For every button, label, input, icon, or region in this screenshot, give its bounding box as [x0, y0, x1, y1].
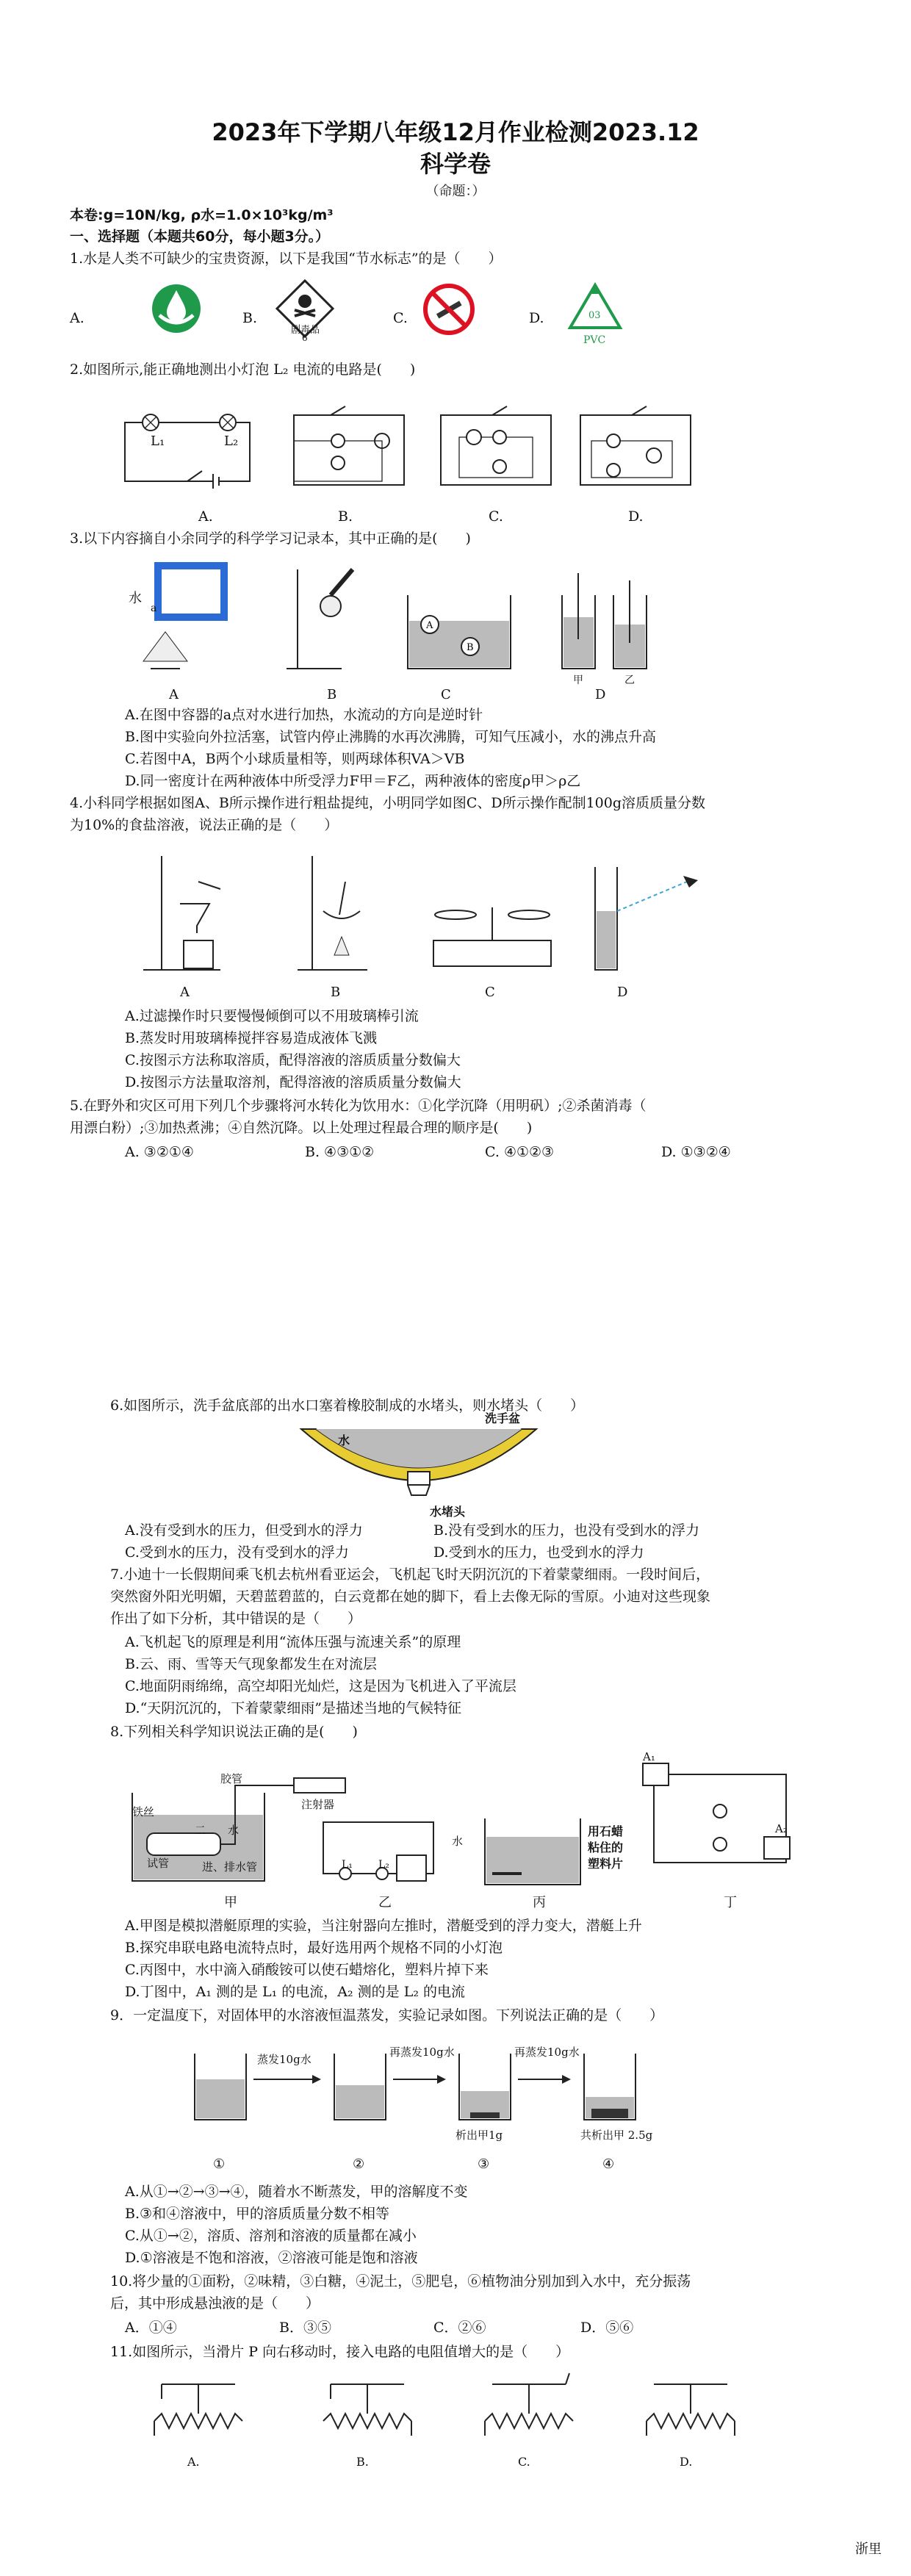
q8-wax-label-2: 粘住的	[588, 1841, 624, 1854]
q7-line1: 7.小迪十一长假期间乘飞机去杭州看亚运会，飞机起飞时天阴沉沉的下着蒙蒙细雨。一段时间后，	[110, 1566, 710, 1583]
q4-fig-b: B	[331, 985, 341, 1000]
q8-wax-label-3: 塑料片	[588, 1857, 624, 1871]
two-balls-beaker-diagram	[400, 588, 518, 676]
q11-option-b: B.	[356, 2455, 369, 2469]
q4-stem-line2: 为10%的食盐溶液，说法正确的是（ ）	[70, 817, 339, 833]
q7-choice-d: D.“天阴沉沉的，下着蒙蒙细雨”是描述当地的气候特征	[125, 1700, 462, 1716]
q8-beaker-water: 水	[452, 1835, 464, 1848]
q2-option-a: A.	[198, 508, 213, 525]
syringe-boiling-diagram	[283, 566, 371, 676]
q5-option-b: B. ④③①②	[305, 1144, 375, 1160]
hydrometer-diagram	[555, 566, 658, 683]
q9-note-2: 共析出甲 2.5g	[580, 2129, 653, 2142]
q4-choice-b: B.蒸发时用玻璃棒搅拌容易造成液体飞溅	[125, 1030, 378, 1046]
rheostat-b-diagram	[316, 2370, 419, 2443]
section-heading: 一、选择题（本题共60分，每小题3分。）	[70, 229, 330, 245]
q9-choice-d: D.①溶液是不饱和溶液，②溶液可能是饱和溶液	[125, 2250, 418, 2266]
q10-option-b: B．③⑤	[279, 2320, 331, 2336]
q8-a1-label: A₁	[643, 1750, 655, 1763]
q10-option-c: C．②⑥	[433, 2320, 486, 2336]
q6-plug-label: 水堵头	[430, 1505, 466, 1519]
q3-choice-c: C.若图中A，B两个小球质量相等，则两球体积VA＞VB	[125, 751, 465, 767]
q9-num-4: ④	[602, 2156, 615, 2172]
circuit-c-diagram	[433, 400, 558, 492]
q3-fig-d: D	[595, 687, 606, 702]
q6-choice-c: C.受到水的压力，没有受到水的浮力	[125, 1544, 349, 1561]
q8-fig-ding: 丁	[724, 1895, 737, 1910]
graduated-cylinder-diagram	[588, 860, 705, 985]
q3-yi-label: 乙	[624, 674, 635, 686]
q11-option-d: D.	[680, 2455, 693, 2469]
q6-choice-b: B.没有受到水的压力，也没有受到水的浮力	[433, 1522, 700, 1539]
q1-stem: 1.水是人类不可缺少的宝贵资源，以下是我国“节水标志”的是（ ）	[70, 251, 503, 267]
rheostat-d-diagram	[639, 2370, 742, 2443]
rheostat-c-diagram	[478, 2370, 580, 2443]
q6-choice-a: A.没有受到水的压力，但受到水的浮力	[125, 1522, 363, 1539]
q5-option-c: C. ④①②③	[485, 1144, 555, 1160]
q9-arrow-2: 再蒸发10g水	[389, 2046, 455, 2059]
circuit-b-diagram	[287, 400, 411, 492]
q1-option-b: B.	[242, 310, 258, 326]
convection-apparatus-diagram	[136, 558, 231, 676]
q8-pipe-label: 进、排水管	[202, 1860, 258, 1874]
q7-choice-c: C.地面阴雨绵绵，高空却阳光灿烂，这是因为飞机进入了平流层	[125, 1678, 516, 1694]
q9-num-3: ③	[478, 2156, 490, 2172]
q8-testtube-label: 试管	[147, 1857, 170, 1870]
q2-option-d: D.	[628, 508, 644, 525]
exam-author: （命题：）	[425, 184, 486, 199]
q3-choice-d: D.同一密度计在两种液体中所受浮力F甲＝F乙，两种液体的密度ρ甲＞ρ乙	[125, 773, 581, 789]
q6-stem: 6.如图所示，洗手盆底部的出水口塞着橡胶制成的水堵头，则水堵头（ ）	[110, 1397, 585, 1414]
q3-fig-a: A	[169, 687, 179, 702]
q3-choice-a: A.在图中容器的a点对水进行加热，水流动的方向是逆时针	[125, 707, 483, 723]
q8-syringe-label: 注射器	[301, 1798, 335, 1811]
q2-stem: 2.如图所示,能正确地测出小灯泡 L₂ 电流的电路是( )	[70, 361, 416, 378]
q8-wax-label-1: 用石蜡	[588, 1824, 624, 1838]
q2-option-c: C.	[489, 508, 503, 525]
q8-choice-b: B.探究串联电路电流特点时，最好选用两个规格不同的小灯泡	[125, 1940, 503, 1956]
q3-stem: 3.以下内容摘自小余同学的科学学习记录本，其中正确的是( )	[70, 530, 471, 547]
svg-text:B: B	[467, 642, 474, 653]
toxic-label: 剧毒品	[291, 325, 320, 336]
q3-fig-b: B	[327, 687, 337, 702]
q10-stem-line2: 后，其中形成悬浊液的是（ ）	[110, 2295, 320, 2311]
q7-choice-a: A.飞机起飞的原理是利用“流体压强与流速关系”的原理	[125, 1634, 461, 1650]
q5-stem-line1: 5.在野外和灾区可用下列几个步骤将河水转化为饮用水：①化学沉降（用明矾）;②杀菌消毒（	[70, 1098, 647, 1114]
q9-choice-b: B.③和④溶液中，甲的溶质质量分数不相等	[125, 2206, 390, 2222]
q5-option-a: A. ③②①④	[125, 1144, 194, 1160]
q11-option-c: C.	[518, 2455, 530, 2469]
q8-wire-label: 铁丝	[132, 1805, 155, 1818]
q1-option-a: A.	[70, 310, 84, 326]
q9-num-1: ①	[213, 2156, 226, 2172]
q4-fig-c: C	[485, 985, 495, 1000]
q7-line2: 突然窗外阳光明媚，天碧蓝碧蓝的，白云竟都在她的脚下，看上去像无际的雪原。小迪对这些现象	[110, 1589, 711, 1605]
wash-basin-diagram	[298, 1422, 540, 1517]
q4-stem-line1: 4.小科同学根据如图A、B所示操作进行粗盐提纯，小明同学如图C、D所示操作配制100g溶质质量分数	[70, 795, 706, 811]
q8-fig-jia: 甲	[224, 1895, 237, 1910]
filtration-diagram	[140, 852, 235, 977]
q3-fig-c: C	[441, 687, 451, 702]
evaporation-sequence-diagram	[187, 2050, 643, 2131]
q4-choice-c: C.按图示方法称取溶质，配得溶液的溶质质量分数偏大	[125, 1052, 461, 1068]
q2-option-b: B.	[338, 508, 353, 525]
q1-option-d: D.	[529, 310, 544, 326]
q8-choice-a: A.甲图是模拟潜艇原理的实验，当注射器向左推时，潜艇受到的浮力变大，潜艇上升	[125, 1918, 642, 1934]
parallel-circuit-diagram	[639, 1756, 801, 1881]
circuit-a-l2: L₂	[224, 433, 239, 449]
q9-num-2: ②	[353, 2156, 365, 2172]
footer-mark: 浙里	[855, 2541, 882, 2557]
rheostat-a-diagram	[147, 2370, 250, 2443]
q10-option-d: D．⑤⑥	[580, 2320, 634, 2336]
q3-jia-label: 甲	[573, 674, 583, 686]
q9-choice-a: A.从①→②→③→④，随着水不断蒸发，甲的溶解度不变	[125, 2184, 468, 2200]
q4-choice-a: A.过滤操作时只要慢慢倾倒可以不用玻璃棒引流	[125, 1008, 419, 1024]
q8-a2-label: A₂	[775, 1822, 788, 1835]
q1-option-c: C.	[393, 310, 408, 326]
q9-choice-c: C.从①→②，溶质、溶剂和溶液的质量都在减小	[125, 2228, 417, 2244]
q9-arrow-1: 蒸发10g水	[257, 2053, 312, 2066]
q3-a-point: a	[151, 602, 157, 614]
q8-digit-label: 二	[195, 1824, 206, 1837]
q8-water-label: 水	[228, 1824, 240, 1837]
balance-diagram	[426, 874, 558, 977]
q5-option-d: D. ①③②④	[661, 1144, 731, 1160]
q8-choice-d: D.丁图中，A₁ 测的是 L₁ 的电流，A₂ 测的是 L₂ 的电流	[125, 1984, 465, 2000]
q7-choice-b: B.云、雨、雪等天气现象都发生在对流层	[125, 1656, 378, 1672]
water-saving-logo-icon	[151, 283, 202, 334]
q10-option-a: A．①④	[125, 2320, 177, 2336]
q9-stem: 9．一定温度下，对固体甲的水溶液恒温蒸发，实验记录如图。下列说法正确的是（ ）	[110, 2007, 664, 2023]
q6-water-label: 水	[338, 1433, 350, 1447]
exam-title: 2023年下学期八年级12月作业检测2023.12	[212, 118, 699, 146]
circuit-a-l1: L₁	[151, 433, 165, 449]
q8-l1-label: L₁	[342, 1859, 353, 1871]
q3-water-label: 水	[129, 591, 142, 606]
q9-arrow-3: 再蒸发10g水	[514, 2046, 580, 2059]
q11-stem: 11.如图所示，当滑片 P 向右移动时，接入电路的电阻值增大的是（ ）	[110, 2344, 570, 2360]
q8-l2-label: L₂	[378, 1859, 389, 1871]
q3-choice-b: B.图中实验向外拉活塞，试管内停止沸腾的水再次沸腾，可知气压减小，水的沸点升高	[125, 729, 657, 745]
q8-tube-label: 胶管	[220, 1772, 243, 1785]
toxic-number: 6	[302, 333, 308, 343]
q8-fig-yi: 乙	[378, 1895, 392, 1910]
q6-basin-label: 洗手盆	[485, 1411, 521, 1425]
q5-stem-line2: 用漂白粉）;③加热煮沸；④自然沉降。以上处理过程最合理的顺序是( )	[70, 1120, 533, 1136]
circuit-d-diagram	[573, 400, 698, 492]
q8-fig-bing: 丙	[533, 1895, 546, 1910]
q4-fig-a: A	[180, 985, 190, 1000]
no-smoking-icon	[422, 283, 475, 336]
q4-fig-d: D	[617, 985, 628, 1000]
recycle-text: PVC	[583, 334, 606, 346]
q6-choice-d: D.受到水的压力，也受到水的浮力	[433, 1544, 644, 1561]
q8-stem: 8.下列相关科学知识说法正确的是( )	[110, 1724, 358, 1740]
q9-note-1: 析出甲1g	[455, 2129, 503, 2142]
recycle-number: 03	[588, 310, 601, 321]
exam-subject: 科学卷	[420, 150, 491, 178]
q8-choice-c: C.丙图中，水中滴入硝酸铵可以使石蜡熔化，塑料片掉下来	[125, 1962, 489, 1978]
constants-line: 本卷:g=10N/kg, ρ水=1.0×10³kg/m³	[70, 207, 334, 223]
q7-line3: 作出了如下分析，其中错误的是（ ）	[110, 1611, 362, 1627]
q4-choice-d: D.按图示方法量取溶剂，配得溶液的溶质质量分数偏大	[125, 1074, 461, 1090]
svg-text:A: A	[426, 620, 433, 631]
series-circuit-diagram	[316, 1807, 441, 1888]
evaporation-diagram	[294, 852, 382, 977]
q10-stem-line1: 10.将少量的①面粉，②味精，③白糖，④泥土，⑤肥皂，⑥植物油分别加到入水中，充分振荡	[110, 2273, 691, 2289]
q11-option-a: A.	[187, 2455, 200, 2469]
